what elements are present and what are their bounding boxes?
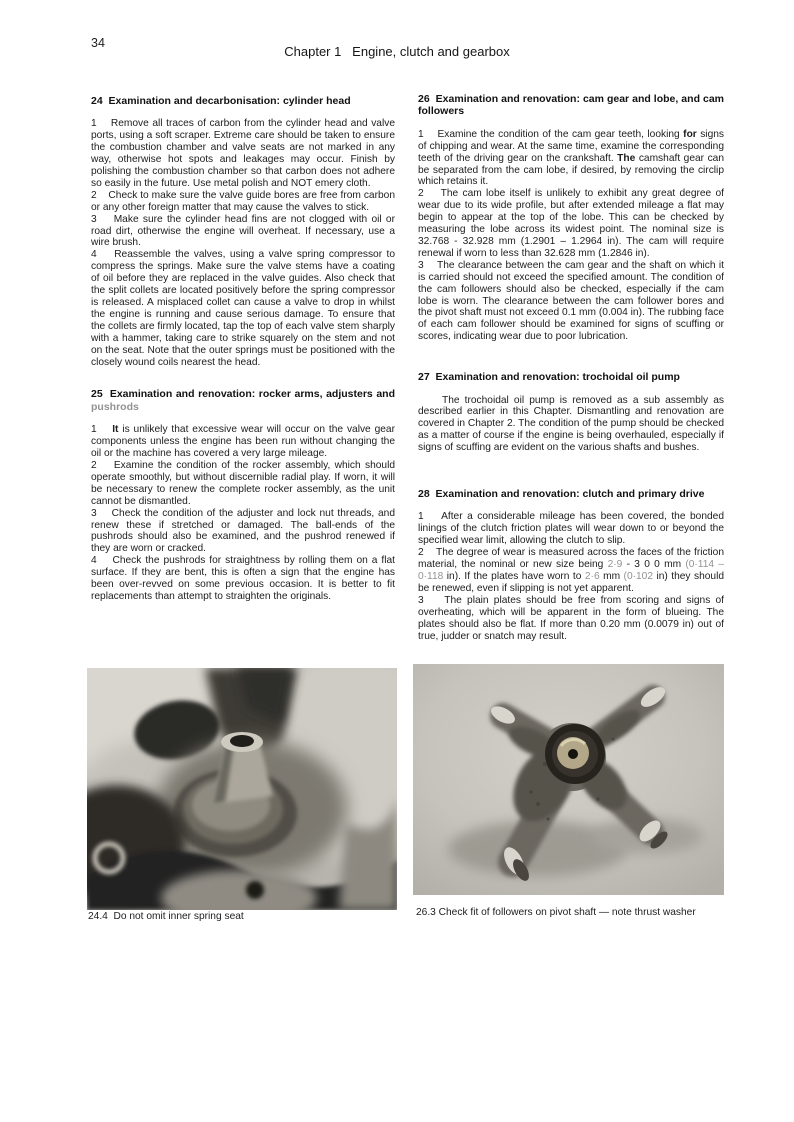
section-25-paragraph-1: 1 It is unlikely that excessive wear will occur on the valve gear components unless the engine has been run without changing the oil or the machine has covered a very large mileage. xyxy=(91,424,395,460)
chapter-title: Chapter 1 Engine, clutch and gearbox xyxy=(284,44,510,59)
section-28-paragraph-1: 1 After a considerable mileage has been covered, the bonded linings of the clutch friction plates will wear down to or beyond the specified wear limit, allowing the clutch to slip. xyxy=(418,511,724,547)
section-25-paragraph-3: 3 Check the condition of the adjuster and lock nut threads, and renew these if stretched or damaged. The ball-ends of the pushrods should also be examined, and the pushrod renewed if they are worn or cracked. xyxy=(91,507,395,555)
section-24-paragraph-2: 2 Check to make sure the valve guide bores are free from carbon or any other foreign matter that may cause the valves to stick. xyxy=(91,189,395,213)
right-column xyxy=(418,93,724,642)
section-26-heading: 26 Examination and renovation: cam gear and lobe, and cam followers xyxy=(418,93,724,118)
section-24-paragraph-1: 1 Remove all traces of carbon from the cylinder head and valve ports, using a soft scraper. Extreme care should be taken to ensure the combustion chamber and valve seats are not marked in any way, otherwise hot spots and leakages may occur. Finish by polishing the combustion chamber so that carbon does not adhere so easily in the future. Use metal polish and NOT emery cloth. xyxy=(91,118,395,189)
section-25 xyxy=(91,388,395,602)
left-column xyxy=(91,95,395,603)
section-28-paragraph-3: 3 The plain plates should be free from scoring and signs of overheating, which will be apparent in the form of blueing. The plates should also be flat. If more than 0.20 mm (0.0079 in) out of true, judder or snatch may result. xyxy=(418,594,724,642)
section-24-heading: 24 Examination and decarbonisation: cylinder head xyxy=(91,95,351,107)
section-24 xyxy=(91,95,395,368)
photo-caption-left: 24.4 Do not omit inner spring seat xyxy=(88,911,244,922)
photo-cylinder-head-spring-seat xyxy=(87,668,397,910)
section-26 xyxy=(418,93,724,343)
section-28-heading: 28 Examination and renovation: clutch and primary drive xyxy=(418,488,705,501)
section-27-heading: 27 Examination and renovation: trochoidal oil pump xyxy=(418,371,680,384)
photo-cam-followers-pivot-shaft xyxy=(413,664,724,895)
section-25-paragraph-2: 2 Examine the condition of the rocker assembly, which should operate smoothly, but without discernible radial play. If worn, it will be necessary to renew the complete rocker assembly, as the unit cannot be dismantled. xyxy=(91,459,395,507)
section-25-paragraph-4: 4 Check the pushrods for straightness by rolling them on a flat surface. If they are bent, this is often a sign that the engine has been over-revved on some previous occasion. It is better to fit replacements than attempt to straighten the originals. xyxy=(91,555,395,602)
section-27-paragraph-1: The trochoidal oil pump is removed as a sub assembly as described earlier in this Chapter. Dismantling and renovation are covered in Chapter 2. The condition of the pump should be checked as a matter of course if the engine is being overhauled, especially if signs of scuffing are evident on the various shafts and bushes. xyxy=(418,394,724,454)
section-25-heading: 25 Examination and renovation: rocker arms, adjusters and pushrods xyxy=(91,388,395,413)
section-28 xyxy=(418,488,724,642)
section-28-paragraph-2: 2 The degree of wear is measured across the faces of the friction material, the nominal or new size being 2·9 - 3 0 0 mm (0·114 – 0·118 in). If the plates have worn to 2·6 mm (0·102 in) they should be renewed, even if slipping is not yet apparent. xyxy=(418,547,725,594)
section-26-paragraph-1: 1 Examine the condition of the cam gear teeth, looking for signs of chipping and wear. At the same time, examine the corresponding teeth of the driving gear on the crankshaft. The camshaft gear can be separated from the cam lobe, if desired, by removing the circlip which retains it. xyxy=(418,128,724,188)
section-24-paragraph-3: 3 Make sure the cylinder head fins are not clogged with oil or road dirt, otherwise the engine will overheat. If necessary, use a wire brush. xyxy=(91,213,395,249)
section-27 xyxy=(418,371,724,454)
section-26-paragraph-3: 3 The clearance between the cam gear and the shaft on which it is carried should not exceed the specified amount. The condition of the cam followers should also be checked, especially if the cam lobe is worn. The clearance between the cam follower bores and the pivot shaft must not exceed 0.1 mm (0.004 in). The rubbing face of each cam follower should be examined for signs of scuffing or scores, indicating wear due to poor lubrication. xyxy=(418,259,724,343)
section-26-paragraph-2: 2 The cam lobe itself is unlikely to exhibit any great degree of wear due to its wide profile, but after extended mileage a flat may begin to appear at the top of the lobe. This can be checked by measuring the lobe across its widest point. The nominal size is 32.768 - 32.928 mm (1.2901 – 1.2964 in). The cam will require renewal if worn to less than 32.628 mm (1.2846 in). xyxy=(418,188,724,259)
page-number: 34 xyxy=(91,36,105,50)
photo-caption-right: 26.3 Check fit of followers on pivot shaft — note thrust washer xyxy=(416,907,696,918)
section-24-paragraph-4: 4 Reassemble the valves, using a valve spring compressor to compress the springs. Make sure the valve stems have a coating of oil before they are replaced in the valve guides. Also check that the split collets are located positively before the spring compressor is released. A misplaced collet can cause a valve to drop in whilst the engine is running and cause serious damage. To ensure that the collets are firmly located, tap the top of each valve stem sharply with a hammer, taking care to strike squarely on the stem and not on the seat. Note that the outer springs must be positioned with the closely wound coils nearest the head. xyxy=(91,249,395,368)
